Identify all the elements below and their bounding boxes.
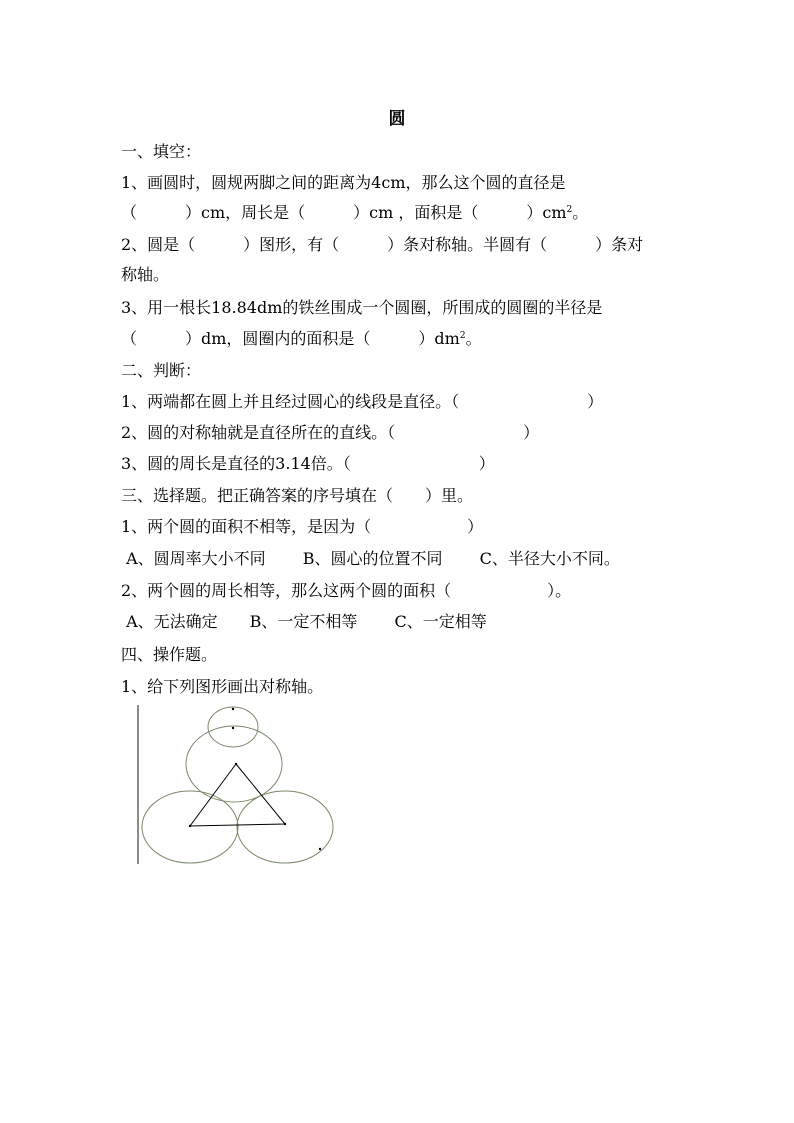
q3-1-options: A、圆周率大小不同 B、圆心的位置不同 C、半径大小不同。	[121, 549, 620, 568]
apex-point	[235, 763, 237, 765]
q1-3-line1: 3、用一根长18.84dm的铁丝围成一个圆圈，所围成的圆圈的半径是	[121, 298, 603, 317]
q1-1-line2	[121, 203, 588, 223]
q1-2-line1: 2、圆是（ ）图形，有（ ）条对称轴。半圆有（ ）条对	[121, 235, 644, 254]
q1-3-line2	[121, 329, 482, 349]
q2-2: 2、圆的对称轴就是直径所在的直线。（ ）	[121, 423, 540, 442]
q1-1-line2-text: （ ）cm，周长是（ ）cm ，面积是（ ）cm	[121, 203, 567, 222]
q2-1: 1、两端都在圆上并且经过圆心的线段是直径。（ ）	[121, 392, 604, 411]
q4-1: 1、给下列图形画出对称轴。	[121, 677, 324, 696]
q1-3-line2-end: 。	[465, 329, 482, 348]
triangle-shape	[190, 764, 285, 826]
right-vertex-point	[284, 823, 286, 825]
bottom-right-point	[319, 848, 321, 850]
q1-1-superscript: 2	[566, 205, 573, 215]
q3-2: 2、两个圆的周长相等，那么这两个圆的面积（ ）。	[121, 581, 572, 600]
right-circle	[237, 791, 333, 863]
symmetry-figure	[130, 700, 340, 870]
section1-heading: 一、填空：	[121, 142, 202, 161]
q3-1: 1、两个圆的面积不相等，是因为（ ）	[121, 517, 484, 536]
section4-heading: 四、操作题。	[121, 645, 218, 664]
q3-2-options: A、无法确定 B、一定不相等 C、一定相等	[121, 612, 487, 631]
mid-point	[232, 727, 234, 729]
q2-3: 3、圆的周长是直径的3.14倍。（ ）	[121, 454, 495, 473]
q1-1-line1: 1、画圆时，圆规两脚之间的距离为4cm，那么这个圆的直径是	[121, 173, 566, 192]
section2-heading: 二、判断：	[121, 361, 202, 380]
top-point	[232, 708, 234, 710]
middle-circle	[186, 726, 282, 802]
section3-heading: 三、选择题。把正确答案的序号填在（ ）里。	[121, 486, 474, 505]
page-title: 圆	[388, 109, 406, 129]
q1-3-line2-text: （ ）dm，圆圈内的面积是（ ）dm	[121, 329, 460, 348]
q1-2-line2: 称轴。	[121, 265, 170, 284]
q1-3-superscript: 2	[459, 331, 466, 341]
left-vertex-point	[189, 825, 191, 827]
q1-1-line2-end: 。	[572, 203, 589, 222]
